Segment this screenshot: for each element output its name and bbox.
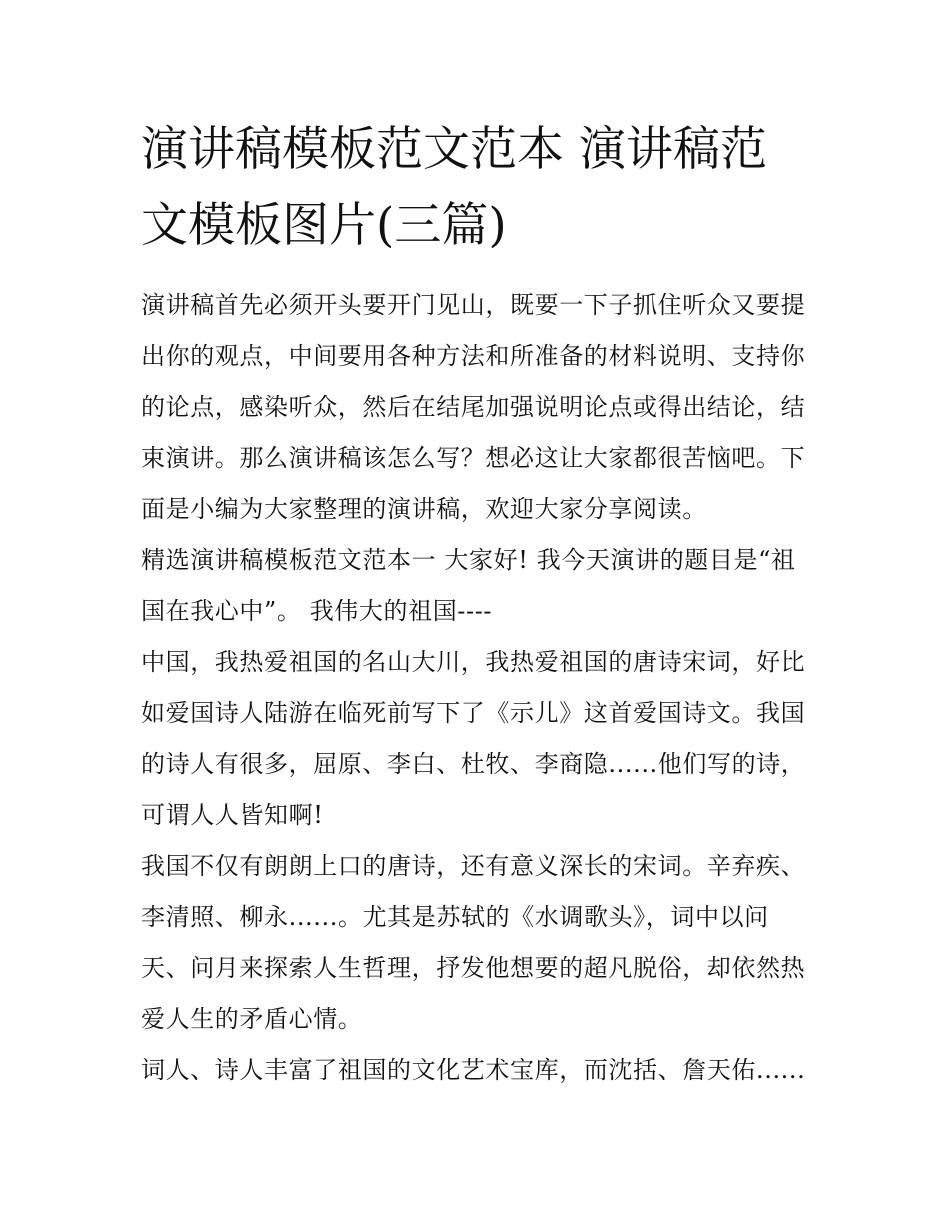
speech-opening-paragraph: 精选演讲稿模板范文范本一 大家好! 我今天演讲的题目是“祖国在我心中”。 我伟大的祖国---- [141, 546, 796, 625]
document-title: 演讲稿模板范文范本 演讲稿范文模板图片(三篇) [141, 122, 767, 253]
document-content [141, 112, 813, 1096]
tang-poetry-paragraph: 中国，我热爱祖国的名山大川，我热爱祖国的唐诗宋词，好比如爱国诗人陆游在临死前写下了《示儿》这首爱国诗文。我国的诗人有很多，屈原、李白、杜牧、李商隐......他们写的诗，可谓人人皆知啊! [141, 648, 806, 829]
song-ci-paragraph: 我国不仅有朗朗上口的唐诗，还有意义深长的宋词。辛弃疾、李清照、柳永......。尤其是苏轼的《水调歌头》，词中以问天、问月来探索人生哲理，抒发他想要的超凡脱俗，却依然热爱人生的矛盾心情。 [141, 852, 806, 1033]
culture-paragraph: 词人、诗人丰富了祖国的文化艺术宝库，而沈括、詹天佑...... [141, 1056, 806, 1084]
intro-paragraph: 演讲稿首先必须开头要开门见山，既要一下子抓住听众又要提出你的观点，中间要用各种方法和所准备的材料说明、支持你的论点，感染听众，然后在结尾加强说明论点或得出结论，结束演讲。那么演讲稿该怎么写？想必这让大家都很苦恼吧。下面是小编为大家整理的演讲稿，欢迎大家分享阅读。 [141, 291, 806, 523]
